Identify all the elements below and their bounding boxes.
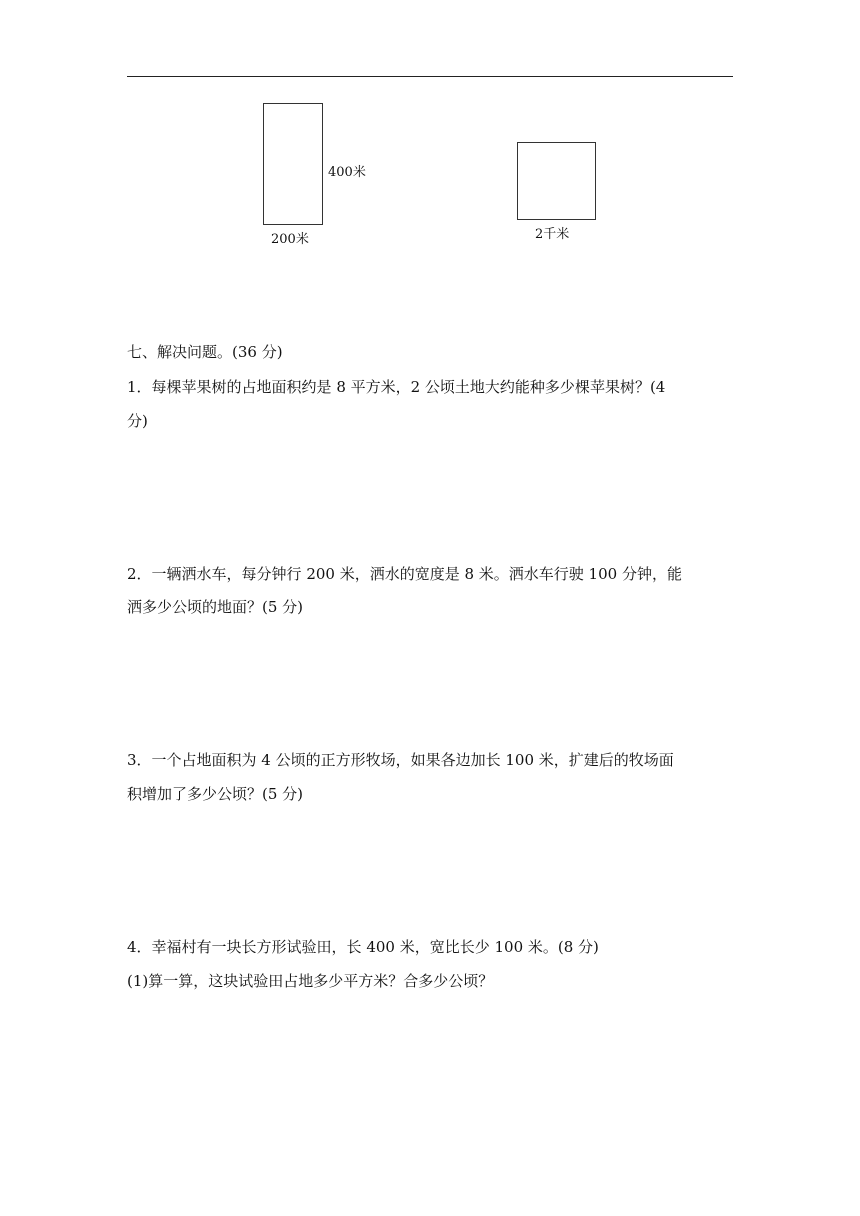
rectangle-height-label: 400米 <box>328 165 366 180</box>
section-heading: 七、解决问题。(36 分) <box>127 343 283 361</box>
question-3-line-2: 积增加了多少公顷？(5 分) <box>127 785 304 803</box>
rectangle-figure <box>263 103 323 225</box>
question-1-line-1: 1．每棵苹果树的占地面积约是 8 平方米，2 公顷土地大约能种多少棵苹果树？(4 <box>127 378 666 396</box>
question-1-line-2: 分) <box>127 412 148 430</box>
rectangle-width-label: 200米 <box>271 232 309 247</box>
question-4-sub-1: (1)算一算，这块试验田占地多少平方米？合多少公顷？ <box>127 972 494 990</box>
square-figure <box>517 142 596 220</box>
header-rule <box>127 76 733 77</box>
question-2-line-2: 洒多少公顷的地面？(5 分) <box>127 598 304 616</box>
question-4-line-1: 4．幸福村有一块长方形试验田，长 400 米，宽比长少 100 米。(8 分) <box>127 938 599 956</box>
question-3-line-1: 3．一个占地面积为 4 公顷的正方形牧场，如果各边加长 100 米，扩建后的牧场面 <box>127 751 674 769</box>
square-side-label: 2千米 <box>535 227 570 242</box>
question-2-line-1: 2．一辆洒水车，每分钟行 200 米，洒水的宽度是 8 米。洒水车行驶 100 分钟，能 <box>127 565 682 583</box>
